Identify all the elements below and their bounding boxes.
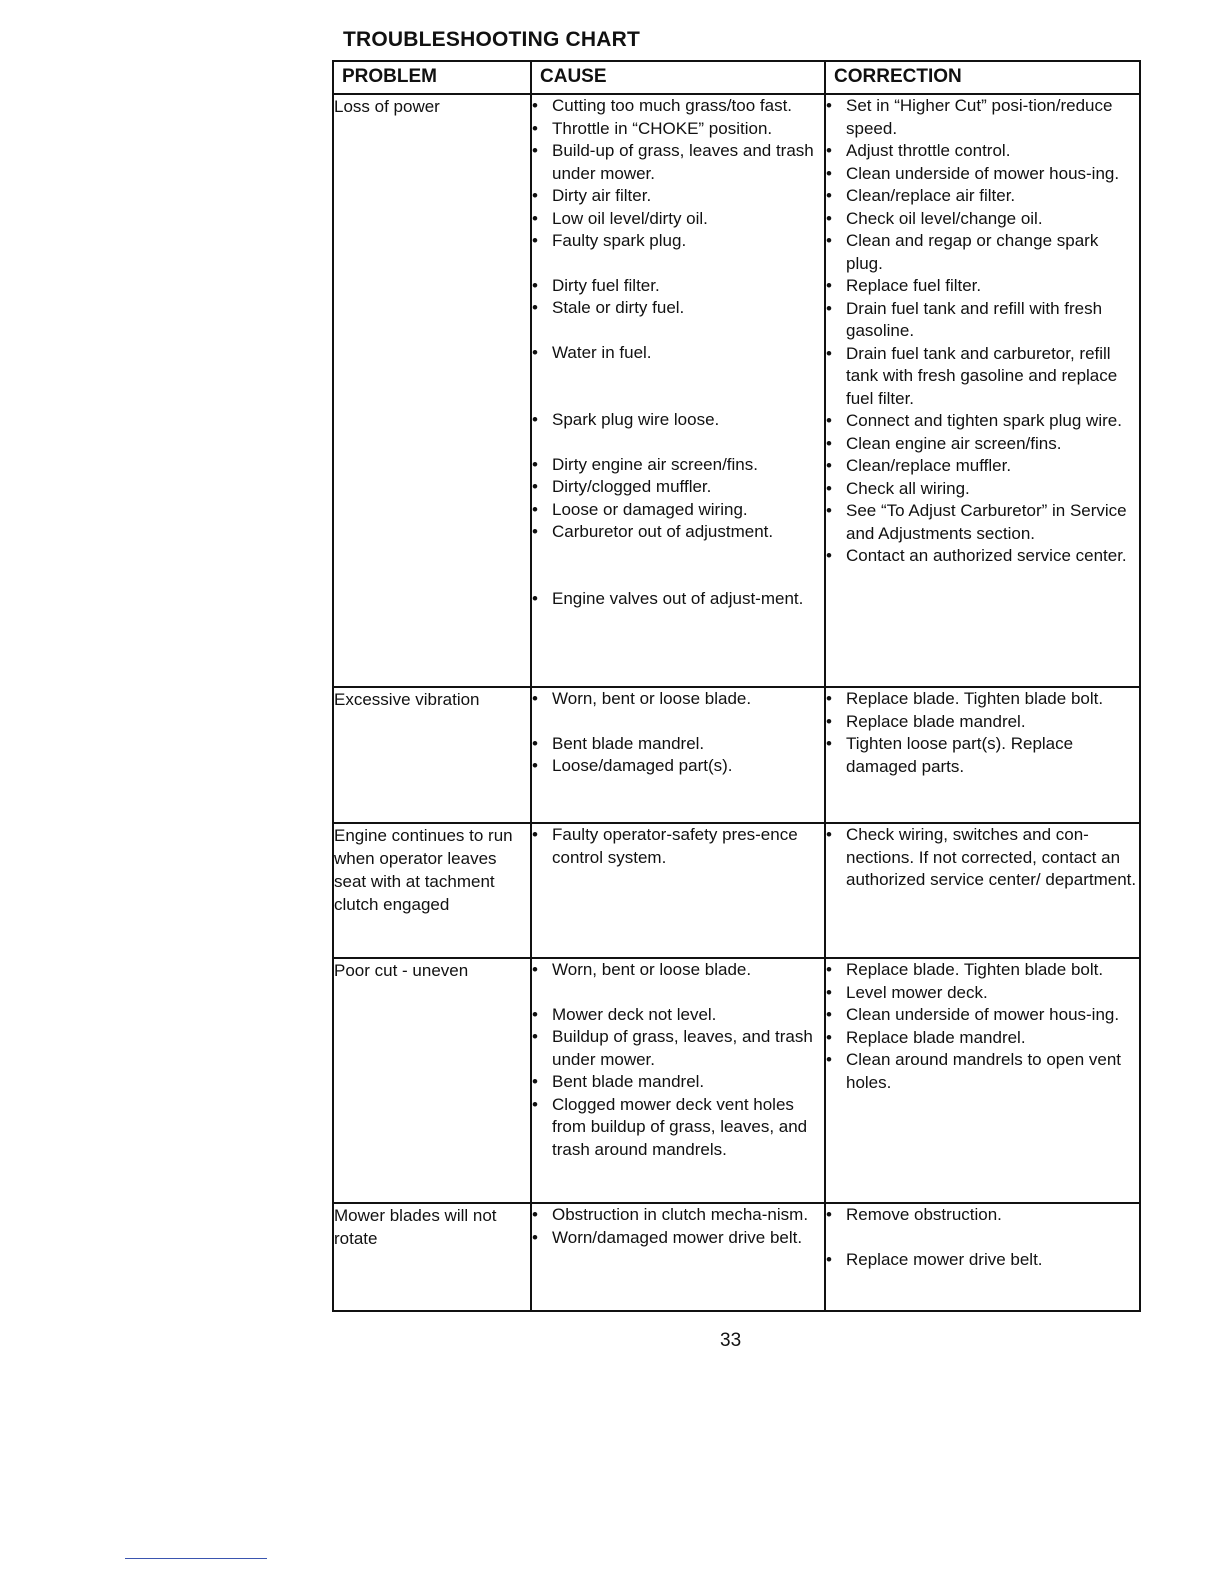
cause-text: Build-up of grass, leaves and trash under mower. [552,141,814,183]
bullet-icon: • [532,1072,538,1091]
bullet-icon: • [826,96,832,115]
cause-item [532,1004,824,1027]
correction-text: Clean/replace air filter. [846,186,1016,205]
bullet-icon: • [532,342,538,362]
cause-item [532,275,824,298]
correction-text: Check wiring, switches and con-nections. If not corrected, contact an authorized service center/ department. [846,825,1137,889]
correction-item [826,733,1139,778]
cause-text: Obstruction in clutch mecha-nism. [552,1205,809,1224]
correction-cell [825,94,1140,687]
bullet-icon: • [826,163,832,183]
correction-cell [825,958,1140,1203]
cause-text: Bent blade mandrel. [552,1072,705,1091]
bullet-icon: • [826,1027,832,1047]
cause-text: Stale or dirty fuel. [552,298,685,317]
correction-text: Replace blade. Tighten blade bolt. [846,689,1104,708]
bullet-icon: • [826,231,832,250]
bullet-icon: • [826,433,832,453]
correction-text: Replace blade mandrel. [846,711,1026,731]
correction-item [826,208,1139,231]
cause-text: Faulty operator-safety pres-ence control system. [552,825,798,867]
bullet-icon: • [532,118,538,138]
correction-item [826,478,1139,501]
correction-text: Clean engine air screen/fins. [846,433,1062,453]
bullet-icon: • [532,825,538,844]
correction-text: Clean around mandrels to open vent holes. [846,1050,1122,1092]
correction-text: Connect and tighten spark plug wire. [846,411,1122,430]
cause-cell [531,823,825,958]
correction-text: Replace blade. Tighten blade bolt. [846,960,1104,979]
cause-item [532,95,824,118]
bullet-icon: • [826,1249,832,1269]
cause-text: Spark plug wire loose. [552,410,720,429]
correction-cell [825,823,1140,958]
bullet-icon: • [532,298,538,317]
cause-text: Faulty spark plug. [552,231,687,250]
bullet-icon: • [826,276,832,295]
correction-item [826,982,1139,1005]
cause-item [532,1227,824,1250]
correction-item [826,1204,1139,1227]
correction-text: Clean and regap or change spark plug. [846,231,1099,273]
correction-item [826,433,1139,456]
correction-item [826,185,1139,208]
table-row [333,687,1140,823]
bullet-icon: • [532,1027,538,1046]
correction-text: Replace blade mandrel. [846,1027,1026,1047]
table-header-row [333,61,1140,94]
bullet-icon: • [532,141,538,160]
cause-item [532,733,824,756]
chart-title: TROUBLESHOOTING CHART [343,28,641,51]
correction-item [826,298,1139,343]
cause-text: Bent blade mandrel. [552,733,705,753]
bullet-icon: • [826,734,832,753]
correction-cell [825,1203,1140,1311]
cause-text: Worn, bent or loose blade. [552,960,752,979]
table-row [333,958,1140,1203]
correction-item [826,230,1139,275]
cause-item [532,959,824,982]
cause-text: Mower deck not level. [552,1004,717,1024]
cause-item [532,118,824,141]
correction-text: Set in “Higher Cut” posi-tion/reduce speed. [846,96,1113,138]
bullet-icon: • [826,689,832,708]
bullet-icon: • [532,275,538,295]
cause-cell [531,94,825,687]
cause-text: Water in fuel. [552,342,652,362]
bullet-icon: • [532,522,538,541]
bullet-icon: • [826,1050,832,1069]
bullet-icon: • [532,756,538,775]
cause-text: Dirty/clogged muffler. [552,477,712,496]
correction-text: Remove obstruction. [846,1205,1002,1224]
correction-item [826,688,1139,711]
correction-text: Tighten loose part(s). Replace damaged parts. [846,734,1074,776]
cause-item [532,688,824,711]
correction-text: Clean underside of mower hous-ing. [846,163,1120,183]
bullet-icon: • [826,982,832,1002]
bullet-icon: • [826,825,832,844]
correction-text: Replace fuel filter. [846,276,982,295]
correction-text: Check oil level/change oil. [846,208,1043,228]
bullet-icon: • [826,960,832,979]
cause-text: Worn, bent or loose blade. [552,689,752,708]
correction-text: Contact an authorized service center. [846,546,1127,565]
correction-item [826,1249,1139,1272]
bullet-icon: • [826,208,832,228]
cause-item [532,824,824,869]
cause-item [532,1026,824,1071]
cause-item [532,230,824,253]
correction-item [826,711,1139,734]
cause-item [532,297,824,320]
correction-text: Clean/replace muffler. [846,456,1012,475]
bullet-icon: • [826,1205,832,1224]
cause-item [532,476,824,499]
header-problem: PROBLEM [333,61,531,94]
bullet-icon: • [826,501,832,520]
cause-text: Loose/damaged part(s). [552,756,733,775]
cause-text: Dirty engine air screen/fins. [552,454,758,474]
bullet-icon: • [532,410,538,429]
correction-text: Drain fuel tank and carburetor, refill tank with fresh gasoline and replace fuel filter. [846,343,1118,408]
correction-item [826,455,1139,478]
bullet-icon: • [532,960,538,979]
bullet-icon: • [826,711,832,731]
bullet-icon: • [826,298,832,318]
bullet-icon: • [532,1094,538,1114]
correction-item [826,545,1139,568]
bullet-icon: • [532,733,538,753]
cause-item [532,409,824,432]
cause-item [532,755,824,778]
cause-text: Cutting too much grass/too fast. [552,96,793,115]
problem-cell: Excessive vibration [333,687,531,823]
cause-item [532,588,824,611]
correction-item [826,1027,1139,1050]
cause-item [532,208,824,231]
cause-text: Low oil level/dirty oil. [552,208,708,228]
bullet-icon: • [532,689,538,708]
cause-item [532,185,824,208]
problem-cell: Poor cut - uneven [333,958,531,1203]
bullet-icon: • [532,1004,538,1024]
correction-item [826,275,1139,298]
cause-item [532,1204,824,1227]
correction-text: Level mower deck. [846,982,988,1002]
bullet-icon: • [532,96,538,115]
bullet-icon: • [826,411,832,430]
cause-text: Buildup of grass, leaves, and trash under mower. [552,1027,813,1069]
bullet-icon: • [532,499,538,519]
header-cause: CAUSE [531,61,825,94]
cause-item [532,521,824,544]
correction-item [826,343,1139,411]
problem-cell: Loss of power [333,94,531,687]
correction-text: Adjust throttle control. [846,141,1011,160]
correction-item [826,95,1139,140]
cause-text: Engine valves out of adjust-ment. [552,588,804,608]
troubleshooting-table [332,60,1141,1312]
cause-cell [531,1203,825,1311]
cause-item [532,454,824,477]
cause-text: Worn/damaged mower drive belt. [552,1227,803,1247]
bullet-icon: • [826,546,832,565]
cause-item [532,140,824,185]
bullet-icon: • [532,477,538,496]
cause-cell [531,687,825,823]
cause-text: Loose or damaged wiring. [552,499,748,519]
problem-cell: Mower blades will not rotate [333,1203,531,1311]
correction-item [826,140,1139,163]
bullet-icon: • [532,1227,538,1247]
correction-text: Replace mower drive belt. [846,1249,1043,1269]
correction-item [826,410,1139,433]
bullet-icon: • [826,186,832,205]
table-row [333,1203,1140,1311]
bullet-icon: • [532,208,538,228]
bullet-icon: • [826,1005,832,1024]
bullet-icon: • [532,231,538,250]
correction-cell [825,687,1140,823]
cause-text: Clogged mower deck vent holes from buildup of grass, leaves, and trash around mandrels. [552,1094,808,1159]
cause-item [532,1071,824,1094]
correction-item [826,163,1139,186]
footer-rule [125,1558,267,1559]
header-correction: CORRECTION [825,61,1140,94]
correction-text: Check all wiring. [846,478,970,498]
bullet-icon: • [826,141,832,160]
bullet-icon: • [826,343,832,363]
cause-text: Dirty fuel filter. [552,275,660,295]
bullet-icon: • [532,1205,538,1224]
problem-cell: Engine continues to run when operator leaves seat with at tachment clutch engaged [333,823,531,958]
cause-text: Carburetor out of adjustment. [552,522,774,541]
correction-item [826,959,1139,982]
cause-cell [531,958,825,1203]
table-row [333,823,1140,958]
table-row [333,94,1140,687]
bullet-icon: • [532,186,538,205]
cause-item [532,499,824,522]
correction-item [826,500,1139,545]
correction-text: Clean underside of mower hous-ing. [846,1005,1120,1024]
correction-text: See “To Adjust Carburetor” in Service and Adjustments section. [846,501,1127,543]
bullet-icon: • [532,454,538,474]
correction-item [826,1004,1139,1027]
cause-text: Throttle in “CHOKE” position. [552,118,773,138]
cause-item [532,1094,824,1162]
correction-item [826,1049,1139,1094]
page-number: 33 [720,1330,742,1351]
correction-item [826,824,1139,892]
correction-text: Drain fuel tank and refill with fresh gasoline. [846,298,1103,340]
cause-item [532,342,824,365]
bullet-icon: • [532,588,538,608]
cause-text: Dirty air filter. [552,186,652,205]
bullet-icon: • [826,478,832,498]
bullet-icon: • [826,456,832,475]
